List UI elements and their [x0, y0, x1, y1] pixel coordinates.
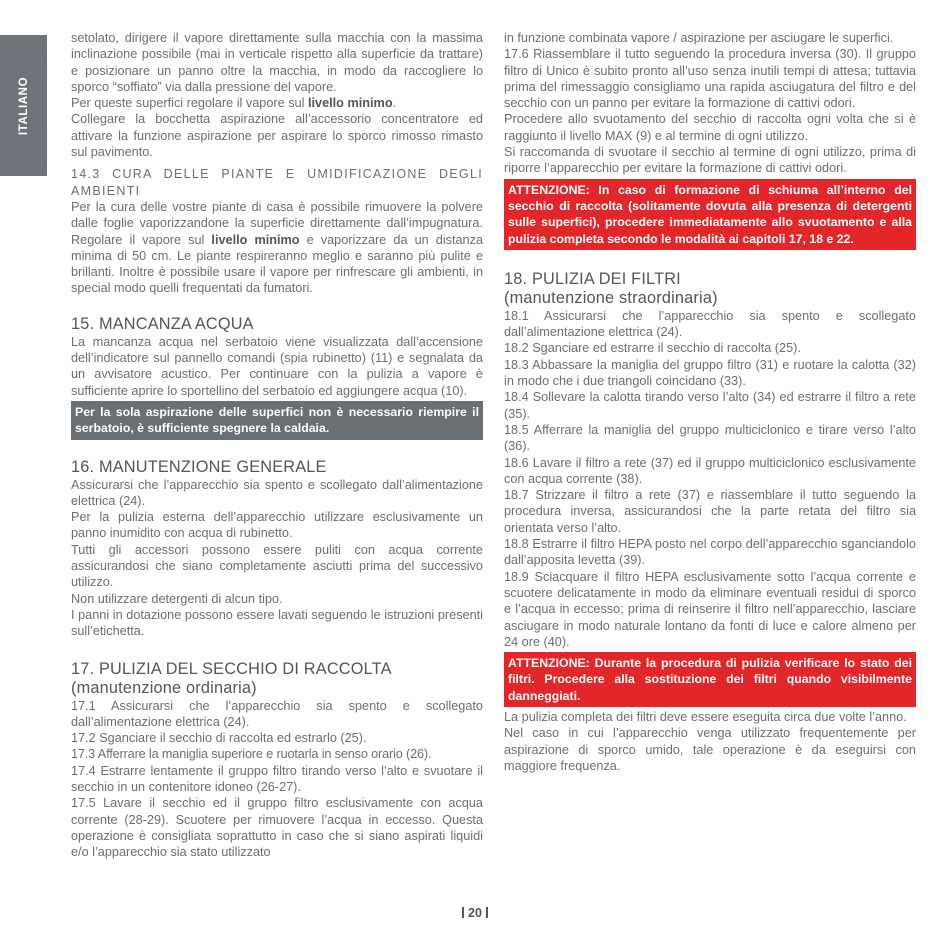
- section-14-3-title: 14.3 CURA DELLE PIANTE E UMIDIFICAZIONE DEGLI AMBIENTI: [71, 167, 483, 198]
- paragraph: 18.5 Afferrare la maniglia del gruppo multiciclonico e tirare verso l’alto (36).: [504, 422, 916, 454]
- paragraph: I panni in dotazione possono essere lavati seguendo le istruzioni presenti sull’etichetta.: [71, 607, 483, 639]
- paragraph: 18.6 Lavare il filtro a rete (37) ed il gruppo multiciclonico esclusivamente con acqua corrente (38).: [504, 455, 916, 486]
- highlight-text: livello minimo: [307, 96, 393, 111]
- paragraph: La pulizia completa dei filtri deve essere eseguita circa due volte l’anno.: [504, 709, 907, 724]
- paragraph: 17.6 Riassemblare il tutto seguendo la procedura inversa (30). Il gruppo filtro di Unico è subito pronto all’uso senza inutili tempi di attesa; tuttavia prima del rimessaggio consigliamo una rapida asciugatura del filtro e del secchio con un panno per evitare la formazione di cattivi odori.: [504, 47, 916, 111]
- note-box: Per la sola aspirazione delle superfici non è necessario riempire il serbatoio, è sufficiente spegnere la caldaia.: [71, 401, 483, 440]
- left-column: [71, 30, 483, 860]
- paragraph: 18.8 Estrarre il filtro HEPA posto nel corpo dell’apparecchio sganciandolo dall’apposita levetta (39).: [504, 537, 916, 568]
- paragraph: Nel caso in cui l’apparecchio venga utilizzato frequentemente per aspirazione di sporco umido, tale operazione è da eseguirsi con maggiore frequenza.: [504, 726, 916, 773]
- paragraph: 18.2 Sganciare ed estrarre il secchio di raccolta (25).: [504, 341, 801, 356]
- paragraph: La mancanza acqua nel serbatoio viene visualizzata dall’accensione dell’indicatore sul pannello comandi (spia rubinetto) (11) e segnalata da un avvisatore acustico. Per continuare con la pulizia a vapore è sufficiente aprire lo sportellino del serbatoio ed aggiungere acqua (10).: [71, 334, 483, 398]
- paragraph: 18.1 Assicurarsi che l’apparecchio sia spento e scollegato dall’alimentazione elettrica (24).: [504, 308, 916, 340]
- page-footer: [0, 906, 950, 920]
- section-15-title: 15. MANCANZA ACQUA: [71, 314, 254, 333]
- highlight-text: livello minimo: [211, 232, 300, 247]
- paragraph: 18.9 Sciacquare il filtro HEPA esclusivamente sotto l’acqua corrente e scuotere delicatamente in modo da eliminare eventuali residui di sporco e l’acqua in eccesso; prima di reinserire il filtro nell’apparecchio, lasciare asciugare in modo naturale lontano da fonti di luce e calore almeno per 24 ore (40).: [504, 569, 916, 649]
- warning-box: ATTENZIONE: In caso di formazione di schiuma all’interno del secchio di raccolta (solitamente dovuta alla presenza di detergenti sulle superfici), procedere immediatamente allo svuotamento e alla pulizia completa secondo le modalità ai capitoli 17, 18 e 22.: [504, 179, 916, 250]
- paragraph: Per queste superfici regolare il vapore sul livello minimo.: [71, 96, 397, 111]
- paragraph: Assicurarsi che l’apparecchio sia spento e scollegato dall’alimentazione elettrica (24).: [71, 477, 483, 508]
- paragraph: Per la pulizia esterna dell’apparecchio utilizzare esclusivamente un panno inumidito con acqua di rubinetto.: [71, 510, 483, 541]
- paragraph: in funzione combinata vapore / aspirazione per asciugare le superfici.: [504, 31, 894, 45]
- paragraph: 18.3 Abbassare la maniglia del gruppo filtro (31) e ruotare la calotta (32) in modo che i due triangoli coincidano (33).: [504, 357, 916, 389]
- paragraph: 18.7 Strizzare il filtro a rete (37) e riassemblare il tutto seguendo la procedura inversa, assicurandosi che la parte retata del filtro sia orientata verso l’alto.: [504, 488, 916, 535]
- language-tab: [0, 35, 47, 176]
- language-label: ITALIANO: [17, 76, 30, 135]
- divider: [462, 907, 464, 918]
- section-18-title: 18. PULIZIA DEI FILTRI (manutenzione straordinaria): [504, 269, 718, 307]
- section-17-title: 17. PULIZIA DEL SECCHIO DI RACCOLTA (manutenzione ordinaria): [71, 659, 392, 697]
- paragraph: 18.4 Sollevare la calotta tirando verso l’alto (34) ed estrarre il filtro a rete (35).: [504, 390, 916, 421]
- paragraph: Procedere allo svuotamento del secchio di raccolta ogni volta che si è raggiunto il livello MAX (9) e al termine di ogni utilizzo.: [504, 112, 916, 143]
- paragraph: 17.1 Assicurarsi che l’apparecchio sia spento e scollegato dall’alimentazione elettrica (24).: [71, 698, 483, 729]
- page-number: 20: [468, 906, 482, 920]
- section-16-title: 16. MANUTENZIONE GENERALE: [71, 457, 327, 476]
- paragraph: Si raccomanda di svuotare il secchio al termine di ogni utilizzo, prima di riporre l’apparecchio per evitare la formazione di cattivi odori.: [504, 145, 916, 176]
- divider: [486, 907, 488, 918]
- paragraph: Per la cura delle vostre piante di casa è possibile rimuovere la polvere dalle foglie vaporizzandone la superficie direttamente dall’impugnatura. Regolare il vapore sul livello minimo e vaporizzare da un distanza minima di 50 cm. Le piante respireranno meglio e saranno più pulite e brillanti. Inoltre è possibile usare il vapore per rinfrescare gli ambienti, in special modo quelli frequentati da fumatori.: [71, 199, 484, 296]
- paragraph: 17.2 Sganciare il secchio di raccolta ed estrarlo (25).: [71, 731, 367, 746]
- paragraph: Tutti gli accessori possono essere puliti con acqua corrente assicurandosi che siano completamente asciutti prima del successivo utilizzo.: [71, 542, 483, 590]
- paragraph: 17.5 Lavare il secchio ed il gruppo filtro esclusivamente con acqua corrente (28-29). Scuotere per rimuovere l’acqua in eccesso. Questa operazione è consigliata soprattutto in caso che si siano aspirati liquidi e/o l’apparecchio sia stato utilizzato: [71, 796, 483, 860]
- warning-box: ATTENZIONE: Durante la procedura di pulizia verificare lo stato dei filtri. Procedere alla sostituzione dei filtri quando visibilmente danneggiati.: [504, 652, 916, 707]
- paragraph: Non utilizzare detergenti di alcun tipo.: [71, 591, 283, 606]
- paragraph: Collegare la bocchetta aspirazione all’accessorio concentratore ed attivare la funzione aspirazione per aspirare lo sporco rimosso rimasto sul pavimento.: [71, 112, 483, 160]
- right-column: [504, 30, 916, 774]
- paragraph: 17.3 Afferrare la maniglia superiore e ruotarla in senso orario (26).: [71, 747, 432, 762]
- paragraph: setolato, dirigere il vapore direttamente sulla macchia con la massima inclinazione possibile (mai in verticale rispetto alla superficie da trattare) e posizionare un panno oltre la macchia, in modo da raccogliere lo sporco “soffiato” via dalla pressione del vapore.: [71, 31, 483, 94]
- paragraph: 17.4 Estrarre lentamente il gruppo filtro tirando verso l’alto e svuotare il secchio in un contenitore idoneo (26-27).: [71, 763, 483, 794]
